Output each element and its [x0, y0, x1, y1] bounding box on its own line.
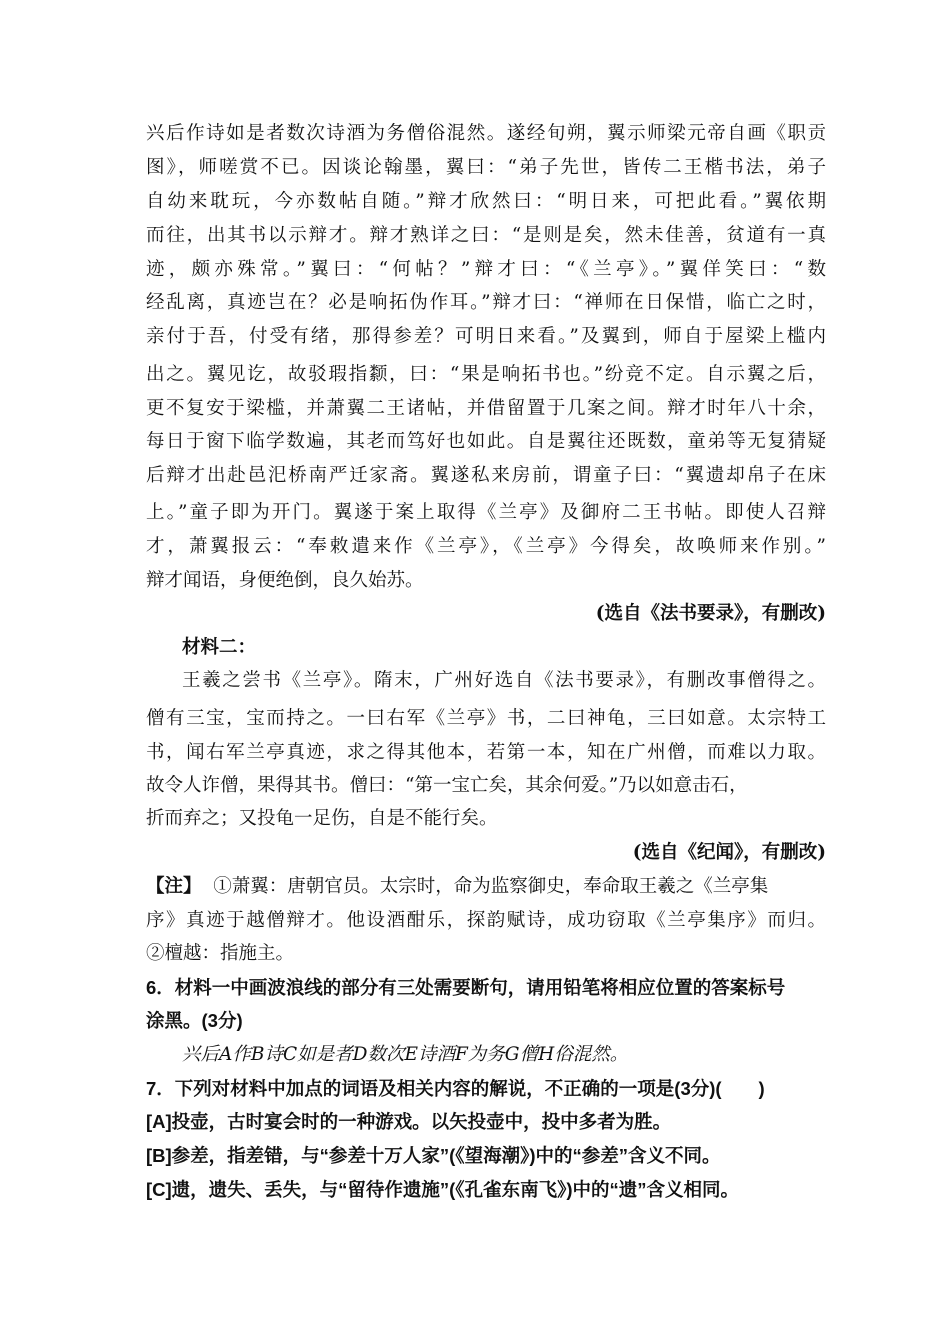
material2-line-5: 折而弃之；又投龟一足伤，自是不能行矣。 [146, 808, 498, 829]
material1-line-14: 辩才闻语，身便绝倒，良久始苏。 [146, 570, 424, 591]
material1-line-4: 而往，出其书以示辩才。辩才熟详之曰：“是则是矣，然未佳善，贫道有一真 [146, 225, 826, 246]
material1-line-11: 后辩才出赴邑汜桥南严迁家斋。翼遂私来房前，谓童子曰：“翼遗却帛子在床 [146, 465, 826, 486]
notes-label: 【注】 [146, 876, 202, 897]
material1-line-8: 出之。翼见讫，故驳瑕指颣，曰：“果是响拓书也。”纷竞不定。自示翼之后， [146, 364, 826, 385]
material1-line-9: 更不复安于梁槛，并萧翼二王诸帖，并借留置于几案之间。辩才时年八十余， [146, 398, 826, 419]
material2-heading: 材料二： [182, 637, 257, 658]
q6-stem-line-2: 涂黑。(3分) [146, 1010, 243, 1031]
material2-line-3: 书，闻右军兰亭真迹，求之得其他本，若第一本，知在广州僧，而难以力取。 [146, 742, 826, 763]
material2-line-2: 僧有三宝，宝而持之。一曰右军《兰亭》书，二曰神龟，三曰如意。太宗特工 [146, 708, 826, 729]
note-1-text: ①萧翼：唐朝官员。太宗时，命为监察御史，奉命取王羲之《兰亭集 [213, 876, 769, 897]
q7-option-c: [C]遗，遗失、丢失，与“留待作遗施”(《孔雀东南飞》)中的“遗”含义相同。 [146, 1179, 740, 1200]
notes-line-1 [146, 874, 826, 900]
material1-line-6: 经乱离，真迹岂在？必是响拓伪作耳。”辩才曰：“禅师在日保惜，临亡之时， [146, 292, 826, 313]
material1-source: (选自《法书要录》，有删改) [595, 603, 826, 624]
material1-line-1: 兴后作诗如是者数次诗酒为务僧俗混然。遂经旬朔，翼示师梁元帝自画《职贡 [146, 123, 826, 144]
q7-option-b: [B]参差，指差错，与“参差十万人家”(《望海潮》)中的“参差”含义不同。 [146, 1145, 721, 1166]
material2-source: (选自《纪闻》，有删改) [632, 842, 826, 863]
material1-line-13: 才，萧翼报云：“奉敕遣来作《兰亭》，《兰亭》今得矣，故唤师来作别。” [146, 536, 826, 557]
material1-line-10: 每日于窗下临学数遍，其老而笃好也如此。自是翼往还既数，童弟等无复猜疑 [146, 431, 826, 452]
material1-line-3: 自幼来耽玩，今亦数帖自随。”辩才欣然曰：“明日来，可把此看。”翼依期 [146, 191, 826, 212]
notes-line-2: 序》真迹于越僧辩才。他设酒酣乐，探韵赋诗，成功窃取《兰亭集序》而归。 [146, 910, 826, 931]
q6-options: 兴后A作B诗C如是者D数次E诗酒F为务G僧H俗混然。 [182, 1044, 629, 1065]
notes-line-3: ②檀越：指施主。 [146, 943, 295, 964]
material2-line-4: 故令人诈僧，果得其书。僧曰：“第一宝亡矣，其余何爱。”乃以如意击石， [146, 775, 748, 796]
q6-stem-line-1: 6．材料一中画波浪线的部分有三处需要断句，请用铅笔将相应位置的答案标号 [146, 977, 786, 998]
material1-line-12: 上。”童子即为开门。翼遂于案上取得《兰亭》及御府二王书帖。即使人召辩 [146, 502, 826, 523]
material1-line-5: 迹，颇亦殊常。”翼曰：“何帖？”辩才曰：“《兰亭》。”翼佯笑曰：“数 [146, 259, 826, 280]
q7-stem: 7．下列对材料中加点的词语及相关内容的解说，不正确的一项是(3分)( ) [146, 1078, 765, 1099]
q7-option-a: [A]投壶，古时宴会时的一种游戏。以矢投壶中，投中多者为胜。 [146, 1111, 672, 1132]
material1-line-2: 图》，师嗟赏不已。因谈论翰墨，翼曰：“弟子先世，皆传二王楷书法，弟子 [146, 157, 826, 178]
material1-line-7: 亲付于吾，付受有绪，那得参差？可明日来看。”及翼到，师自于屋梁上槛内 [146, 326, 826, 347]
material2-line-1: 王羲之尝书《兰亭》。隋末，广州好选自《法书要录》，有删改事僧得之。 [182, 670, 826, 691]
